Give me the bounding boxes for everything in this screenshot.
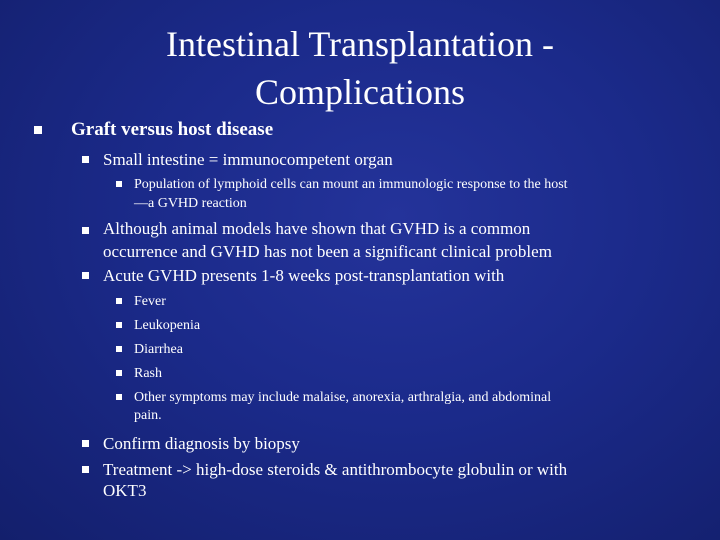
bullet-rash: Rash xyxy=(134,366,162,381)
square-bullet-icon xyxy=(116,394,122,400)
slide-title-line1: Intestinal Transplantation - xyxy=(166,24,554,64)
square-bullet-icon xyxy=(116,346,122,352)
bullet-treatment-line1: Treatment -> high-dose steroids & antithrombocyte globulin or with xyxy=(103,460,568,479)
square-bullet-icon xyxy=(82,272,89,279)
bullet-diarrhea: Diarrhea xyxy=(134,342,183,357)
slide-title-line2: Complications xyxy=(255,72,465,112)
square-bullet-icon xyxy=(82,440,89,447)
bullet-population-line2: —a GVHD reaction xyxy=(134,196,247,211)
square-bullet-icon xyxy=(34,126,42,134)
bullet-fever: Fever xyxy=(134,294,166,309)
bullet-small-intestine: Small intestine = immunocompetent organ xyxy=(103,150,393,169)
bullet-leukopenia: Leukopenia xyxy=(134,318,201,333)
bullet-confirm-diagnosis: Confirm diagnosis by biopsy xyxy=(103,434,300,453)
bullet-treatment-line2: OKT3 xyxy=(103,481,147,500)
square-bullet-icon xyxy=(116,322,122,328)
square-bullet-icon xyxy=(82,156,89,163)
bullet-other-symptoms-line1: Other symptoms may include malaise, anorexia, arthralgia, and abdominal xyxy=(134,390,552,405)
bullet-animal-models-line1: Although animal models have shown that GVHD is a common xyxy=(103,219,531,238)
bullet-animal-models-line2: occurrence and GVHD has not been a significant clinical problem xyxy=(103,242,552,261)
bullet-population-line1: Population of lymphoid cells can mount an immunologic response to the host xyxy=(134,177,568,192)
square-bullet-icon xyxy=(116,370,122,376)
bullet-gvhd: Graft versus host disease xyxy=(71,119,274,140)
square-bullet-icon xyxy=(116,181,122,187)
square-bullet-icon xyxy=(82,466,89,473)
bullet-other-symptoms-line2: pain. xyxy=(134,408,162,423)
bullet-acute-gvhd: Acute GVHD presents 1-8 weeks post-transplantation with xyxy=(103,266,505,285)
square-bullet-icon xyxy=(82,227,89,234)
square-bullet-icon xyxy=(116,298,122,304)
